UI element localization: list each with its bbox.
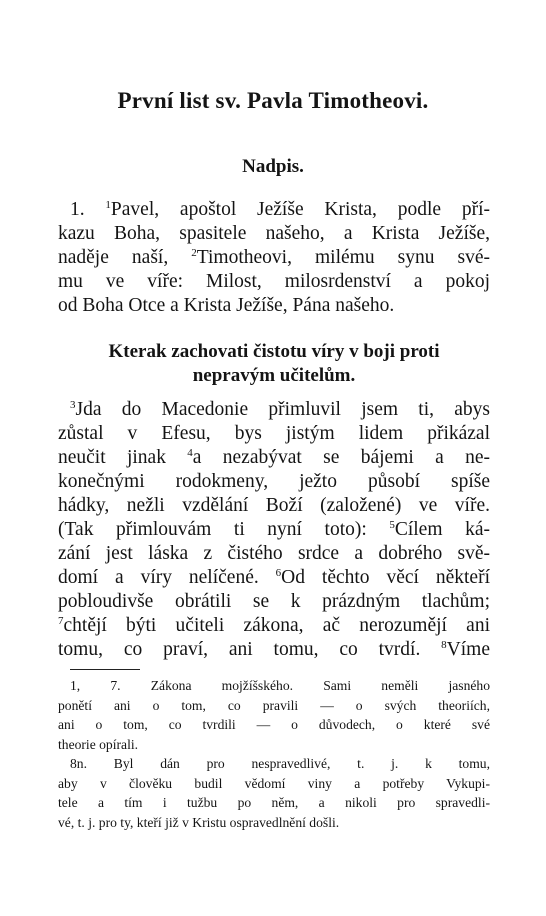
verse-number: 1 <box>105 199 111 211</box>
text-line: zůstal v Efesu, bys jistým lidem přikázal <box>58 423 490 444</box>
footnote-line: vé, t. j. pro ty, kteří již v Kristu ospravedlnění došli. <box>58 814 340 830</box>
verse-number: 6 <box>275 567 282 579</box>
footnote-line: aby v člověku budil vědomí viny a potřeby Vykupi- <box>58 775 490 791</box>
text-line: $^3$Jda do Macedonie přimluvil jsem ti, abys <box>70 399 490 420</box>
footnote-line: theorie opírali. <box>58 736 139 752</box>
verse-number: 4 <box>187 447 193 459</box>
footnote-line: 1, 7. Zákona mojžíšského. Sami neměli jasného <box>70 678 490 693</box>
footnote-line: ponětí ani o tom, co pravili — o svých theoriích, <box>58 697 490 713</box>
verse-number: 5 <box>389 519 395 531</box>
text-line: 1. $^1$Pavel, apoštol Ježíše Krista, podle pří- <box>70 199 490 220</box>
footnote-line: 8n. Byl dán pro nespravedlivé, t. j. k tomu, <box>70 756 490 771</box>
paragraph-2 <box>58 398 490 662</box>
text-line: tomu, co praví, ani tomu, co tvrdí. $^8$Víme <box>58 639 490 660</box>
section-heading: Kterak zachovati čistotu víry v boji proti nepravým učitelům. <box>108 341 440 386</box>
page-title: První list sv. Pavla Timotheovi. <box>117 88 429 113</box>
footnote-line: ani o tom, co tvrdili — o důvodech, o které své <box>58 717 490 732</box>
verse-number: 3 <box>70 399 76 411</box>
text-line: hádky, nežli vzdělání Boží (založené) ve víře. <box>58 495 490 516</box>
footnote-2 <box>58 754 490 832</box>
footnote-line: tele a tím i tužbu po něm, a nikoli pro spravedli- <box>58 795 490 810</box>
verse-number: 7 <box>58 615 64 627</box>
section-heading-nadpis: Nadpis. <box>242 156 304 177</box>
text-line: zání jest láska z čistého srdce a dobrého svě- <box>58 543 490 564</box>
text-line: neučit jinak $^4$a nezabývat se bájemi a ne- <box>58 447 490 468</box>
text-line: od Boha Otce a Krista Ježíše, Pána našeho. <box>58 295 395 316</box>
text-line: naděje naší, $^2$Timotheovi, milému synu své- <box>58 247 490 268</box>
text-line: mu ve víře: Milost, milosrdenství a pokoj <box>58 271 490 292</box>
footnote-1 <box>58 676 490 754</box>
text-line: domí a víry nelíčené. $^6$Od těchto věcí někteří <box>58 567 490 588</box>
verse-number: 2 <box>191 247 197 259</box>
footnote-divider <box>70 669 140 670</box>
verse-number: 8 <box>441 639 447 651</box>
paragraph-1 <box>58 198 490 318</box>
text-line: $^7$chtějí býti učiteli zákona, ač nerozumějí ani <box>58 615 490 636</box>
text-line: kazu Boha, spasitele našeho, a Krista Ježíše, <box>58 223 490 244</box>
text-line: (Tak přimlouvám ti nyní toto): $^5$Cílem ká- <box>58 519 490 540</box>
text-line: pobloudivše obrátili se k prázdným tlachům; <box>58 591 490 612</box>
text-line: konečnými rodokmeny, ježto působí spíše <box>58 471 490 492</box>
